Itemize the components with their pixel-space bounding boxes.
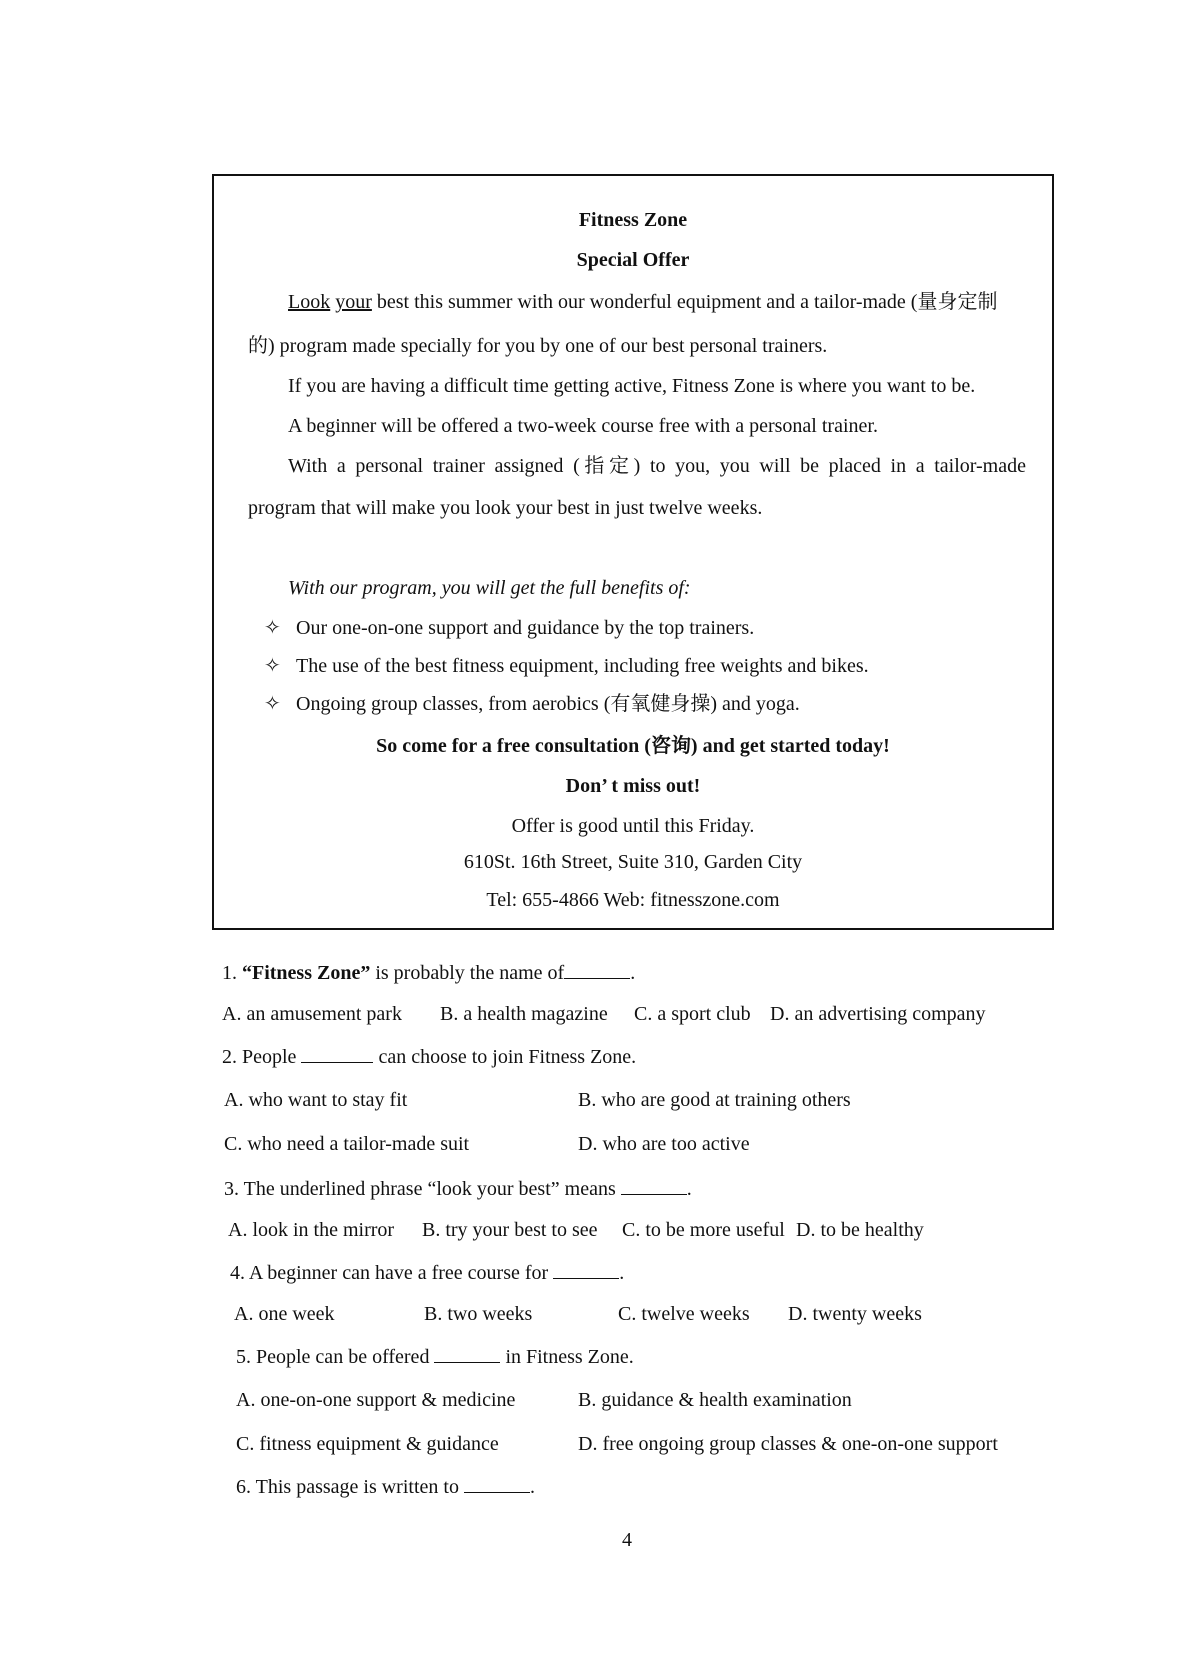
call-to-action: So come for a free consultation (咨询) and get started today!	[376, 735, 890, 757]
option-c: C. who need a tailor-made suit	[224, 1133, 470, 1155]
paragraph-1-line-1	[288, 290, 997, 314]
option-d: D. twenty weeks	[788, 1303, 922, 1325]
answer-blank[interactable]	[301, 1044, 373, 1063]
benefit-text: The use of the best fitness equipment, including free weights and bikes.	[296, 655, 869, 677]
option-a: A. who want to stay fit	[224, 1089, 408, 1111]
period: .	[529, 1476, 535, 1498]
option-d: D. who are too active	[578, 1133, 750, 1155]
question-3	[224, 1176, 692, 1201]
dont-miss-out: Don’ t miss out!	[565, 775, 701, 797]
sparkle-bullet-icon: ✧	[264, 693, 281, 715]
question-4	[230, 1260, 624, 1285]
paragraph-4-line-2: program that will make you look your best in just twelve weeks.	[248, 497, 763, 519]
ad-subtitle: Special Offer	[576, 249, 690, 271]
period: .	[630, 962, 636, 984]
option-b: B. who are good at training others	[578, 1089, 851, 1111]
option-c: C. a sport club	[634, 1003, 751, 1025]
question-text: in Fitness Zone.	[505, 1346, 634, 1368]
question-5	[236, 1344, 634, 1369]
option-d: D. to be healthy	[796, 1219, 924, 1241]
question-text: 5. People can be offered	[236, 1346, 430, 1368]
question-text: 6. This passage is written to	[236, 1476, 459, 1498]
option-c: C. fitness equipment & guidance	[236, 1433, 499, 1455]
option-a: A. one-on-one support & medicine	[236, 1389, 516, 1411]
option-b: B. two weeks	[424, 1303, 533, 1325]
benefit-text: Ongoing group classes, from aerobics (有氧健身操) and yoga.	[296, 693, 800, 715]
option-c: C. to be more useful	[622, 1219, 785, 1241]
page-number: 4	[622, 1529, 632, 1551]
question-2	[222, 1044, 636, 1069]
question-text: 3. The underlined phrase “look your best” means	[224, 1178, 616, 1200]
benefit-item	[264, 692, 800, 716]
address: 610St. 16th Street, Suite 310, Garden City	[463, 851, 803, 873]
question-number: 1.	[222, 962, 242, 984]
offer-deadline: Offer is good until this Friday.	[511, 815, 755, 837]
paragraph-3: A beginner will be offered a two-week course free with a personal trainer.	[288, 415, 878, 437]
paragraph-1-text: best this summer with our wonderful equipment and a tailor-made (量身定制	[371, 291, 998, 313]
paragraph-2: If you are having a difficult time getting active, Fitness Zone is where you want to be.	[288, 375, 976, 397]
option-b: B. a health magazine	[440, 1003, 608, 1025]
answer-blank[interactable]	[564, 960, 630, 979]
benefit-text: Our one-on-one support and guidance by the top trainers.	[296, 617, 755, 639]
answer-blank[interactable]	[553, 1260, 619, 1279]
option-d: D. an advertising company	[770, 1003, 986, 1025]
sparkle-bullet-icon: ✧	[264, 617, 281, 639]
question-text: is probably the name of	[370, 962, 565, 984]
option-a: A. an amusement park	[222, 1003, 402, 1025]
answer-blank[interactable]	[434, 1344, 500, 1363]
question-bold-term: “Fitness Zone”	[242, 962, 371, 984]
answer-blank[interactable]	[464, 1474, 530, 1493]
period: .	[619, 1262, 625, 1284]
advertisement-box	[212, 174, 1054, 930]
paragraph-4-line-1: With a personal trainer assigned (指定) to you, you will be placed in a tailor-made	[288, 455, 1026, 477]
option-a: A. look in the mirror	[228, 1219, 395, 1241]
contact-info: Tel: 655-4866 Web: fitnesszone.com	[486, 889, 780, 911]
option-c: C. twelve weeks	[618, 1303, 750, 1325]
question-text: 4. A beginner can have a free course for	[230, 1262, 549, 1284]
benefit-item	[264, 654, 869, 678]
option-a: A. one week	[234, 1303, 335, 1325]
underlined-word-your: your	[335, 291, 372, 313]
ad-title: Fitness Zone	[578, 209, 688, 231]
period: .	[686, 1178, 692, 1200]
paragraph-1-line-2: 的) program made specially for you by one of our best personal trainers.	[248, 335, 828, 357]
benefit-item	[264, 616, 754, 640]
underlined-word-look: Look	[288, 291, 331, 313]
option-b: B. guidance & health examination	[578, 1389, 852, 1411]
question-text: 2. People	[222, 1046, 297, 1068]
sparkle-bullet-icon: ✧	[264, 655, 281, 677]
question-6	[236, 1474, 535, 1499]
option-b: B. try your best to see	[422, 1219, 598, 1241]
question-text: can choose to join Fitness Zone.	[378, 1046, 637, 1068]
question-1	[222, 960, 635, 985]
option-d: D. free ongoing group classes & one-on-one support	[578, 1433, 998, 1455]
benefits-intro: With our program, you will get the full benefits of:	[288, 577, 691, 599]
answer-blank[interactable]	[621, 1176, 687, 1195]
